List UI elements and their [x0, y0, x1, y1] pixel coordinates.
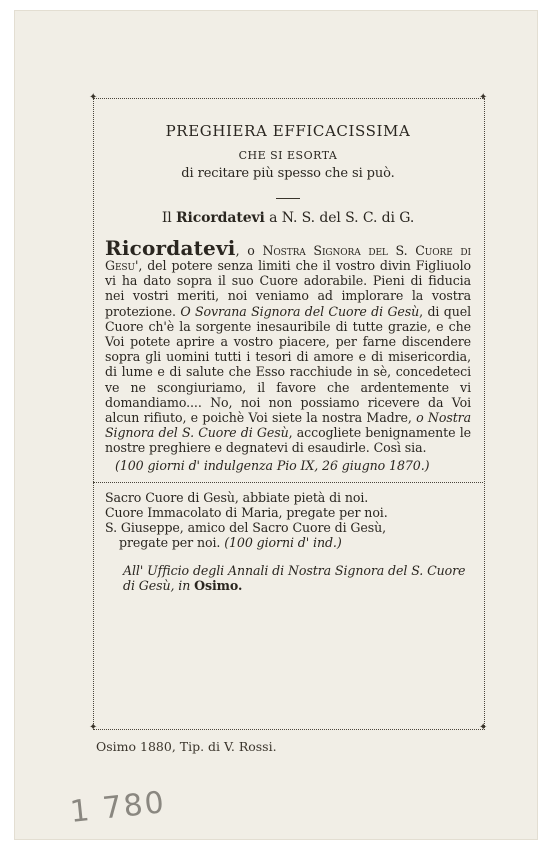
invocations: [105, 490, 471, 551]
prayer-heading: [105, 211, 471, 226]
prayer-title: PREGHIERA EFFICACISSIMA: [165, 122, 411, 140]
prayer-subtitle-line2: di recitare più spesso che si può.: [181, 166, 395, 182]
invocation-line: Sacro Cuore di Gesù, abbiate pietà di noi.: [105, 489, 369, 505]
corner-ornament-icon: ✦: [89, 722, 98, 733]
invocation-line: S. Giuseppe, amico del Sacro Cuore di Gesù,: [105, 520, 387, 536]
prayer-segment: , o: [235, 242, 263, 258]
heading-rest: a N. S. del S. C. di G.: [269, 209, 415, 226]
ornamental-dash: [276, 198, 300, 199]
divider: [93, 482, 483, 483]
office-place: Osimo.: [194, 577, 243, 593]
prayer-segment: , accogliete benignamente le nostre preghiere e degnatevi di esaudirle. Così sia.: [105, 425, 471, 456]
corner-ornament-icon: ✦: [89, 92, 98, 103]
invocation-line: [105, 535, 471, 550]
invocation-cont: pregate per noi.: [119, 535, 221, 551]
prayer-segment: o Nostra Signora del S. Cuore di Gesù: [105, 410, 471, 441]
office-note: [105, 563, 471, 593]
corner-ornament-icon: ✦: [479, 722, 488, 733]
prayer-segment: Nostra Signora del S. Cuore di Gesu': [105, 242, 471, 274]
prayer-segment: Ricordatevi: [105, 235, 236, 260]
prayer-segment: , del potere senza limiti che il vostro divin Figliuolo vi ha dato sopra il suo Cuore adorabile. Pieni di fiducia nei vostri meriti, noi veniamo ad implorare la vostra protezione.: [105, 258, 471, 319]
prayer-content: [105, 112, 471, 593]
invocation-line: Cuore Immacolato di Maria, pregate per noi.: [105, 505, 388, 521]
prayer-subtitle: CHE SI ESORTA: [238, 149, 338, 163]
heading-bold: Ricordatevi: [175, 209, 265, 226]
invocation-indulgence: (100 giorni d' ind.): [224, 535, 342, 551]
prayer-segment: O Sovrana Signora del Cuore di Gesù: [180, 303, 420, 319]
corner-ornament-icon: ✦: [479, 92, 488, 103]
office-italic: All' Ufficio degli Annali di Nostra Signora del S. Cuore di Gesù, in: [123, 562, 466, 593]
printer-imprint: Osimo 1880, Tip. di V. Rossi.: [96, 739, 277, 754]
indulgence-note: (100 giorni d' indulgenza Pio IX, 26 giugno 1870.): [115, 457, 430, 473]
handwritten-note: 1 780: [68, 785, 168, 830]
prayer-text: [105, 235, 472, 456]
prayer-segment: , di quel Cuore ch'è la sorgente inesauribile di tutte grazie, e che Voi potete aprire a vostro piacere, per farne discendere sopra gli uomini tutti i tesori di amore e di misericordia, di lume e di salute che Esso racchiude in sè, concedeteci ve ne scongiuriamo, il favore che ardentemente vi domandiamo.... No, noi non possiamo ricevere da Voi alcun rifiuto, e poichè Voi siete la nostra Madre,: [105, 303, 472, 426]
heading-prefix: Il: [161, 209, 172, 226]
